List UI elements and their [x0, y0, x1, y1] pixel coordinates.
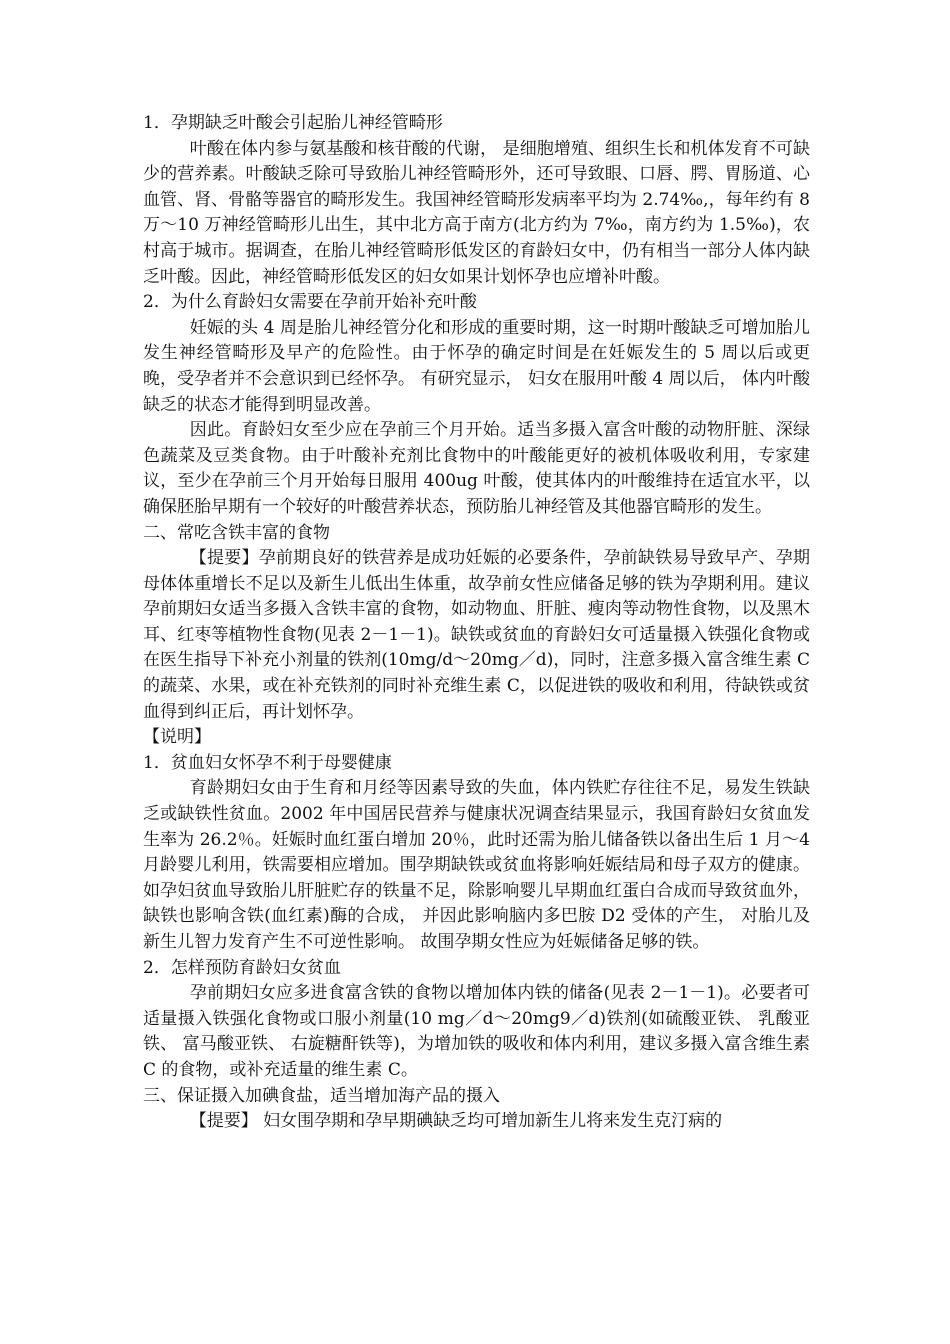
heading-2-why-preconception: 2．为什么育龄妇女需要在孕前开始补充叶酸	[143, 292, 477, 313]
heading-section-two-iron: 二、常吃含铁丰富的食物	[143, 522, 330, 543]
para-iodine-summary: 【提要】 妇女围孕期和孕早期碘缺乏均可增加新生儿将来发生克汀病的	[189, 1111, 723, 1132]
para-folic-metabolism: 叶酸在体内参与氨基酸和核苷酸的代谢， 是细胞增殖、组织生长和机体发育不可缺少的营养素。叶酸缺乏除可导致胎儿神经管畸形外，还可导致眼、口唇、腭、胃肠道、心血管、肾、骨骼等器官的畸形发生。我国神经管畸形发病率平均为 2.74‰,，每年约有 8 万～10 万神经管畸形儿出生，其中北方高于南方(北方约为 7‰，南方约为 1.5‰)，农村高于城市。据调查，在胎儿神经管畸形低发区的育龄妇女中，仍有相当一部分人体内缺乏叶酸。因此，神经管畸形低发区的妇女如果计划怀孕也应增补叶酸。	[143, 138, 810, 287]
heading-1-folic-deficiency: 1．孕期缺乏叶酸会引起胎儿神经管畸形	[143, 113, 443, 133]
heading-section-three-iodine: 三、保证摄入加碘食盐，适当增加海产品的摄入	[143, 1085, 500, 1106]
para-three-months-before: 因此。育龄妇女至少应在孕前三个月开始。适当多摄入富含叶酸的动物肝脏、深绿色蔬菜及豆类食物。由于叶酸补充剂比食物中的叶酸能更好的被机体吸收利用，专家建议，至少在孕前三个月开始每日服用 400ug 叶酸，使其体内的叶酸维持在适宜水平，以确保胚胎早期有一个较好的叶酸营养状态，预防胎儿神经管及其他器官畸形的发生。	[143, 420, 810, 517]
para-first-4-weeks: 妊娠的头 4 周是胎儿神经管分化和形成的重要时期，这一时期叶酸缺乏可增加胎儿发生神经管畸形及早产的危险性。由于怀孕的确定时间是在妊娠发生的 5 周以后或更晚，受孕者并不会意识到已经怀孕。 有研究显示， 妇女在服用叶酸 4 周以后， 体内叶酸缺乏的状态才能得到明显改善。	[143, 317, 810, 415]
document-page	[143, 111, 810, 1135]
para-iron-summary: 【提要】孕前期良好的铁营养是成功妊娠的必要条件，孕前缺铁易导致早产、孕期母体体重增长不足以及新生儿低出生体重，故孕前女性应储备足够的铁为孕期利用。建议孕前期妇女适当多摄入含铁丰富的食物，如动物血、肝脏、瘦肉等动物性食物，以及黑木耳、红枣等植物性食物(见表 2－1－1)。缺铁或贫血的育龄妇女可适量摄入铁强化食物或在医生指导下补充小剂量的铁剂(10mg/d～20mg／d)，同时，注意多摄入富含维生素 C 的蔬菜、水果，或在补充铁剂的同时补充维生素 C，以促进铁的吸收和利用，待缺铁或贫血得到纠正后，再计划怀孕。	[143, 548, 810, 722]
para-anemia-details: 育龄期妇女由于生育和月经等因素导致的失血，体内铁贮存往往不足，易发生铁缺乏或缺铁性贫血。2002 年中国居民营养与健康状况调查结果显示，我国育龄妇女贫血发生率为 26.2％。妊娠时血红蛋白增加 20％，此时还需为胎儿储备铁以备出生后 1 月～4 月龄婴儿利用，铁需要相应增加。围孕期缺铁或贫血将影响妊娠结局和母子双方的健康。如孕妇贫血导致胎儿肝脏贮存的铁量不足，除影响婴儿早期血红蛋白合成而导致贫血外，缺铁也影响含铁(血红素)酶的合成， 并因此影响脑内多巴胺 D2 受体的产生， 对胎儿及新生儿智力发育产生不可逆性影响。 故围孕期女性应为妊娠储备足够的铁。	[143, 778, 810, 952]
heading-explanation: 【说明】	[143, 727, 211, 748]
para-prevent-anemia: 孕前期妇女应多进食富含铁的食物以增加体内铁的储备(见表 2－1－1)。必要者可适量摄入铁强化食物或口服小剂量(10 mg／d～20mg9／d)铁剂(如硫酸亚铁、 乳酸亚铁、 富马酸亚铁、 右旋糖酐铁等)，为增加铁的吸收和体内利用，建议多摄入富含维生素 C 的食物，或补充适量的维生素 C。	[143, 983, 810, 1080]
heading-2-prevent-anemia: 2．怎样预防育龄妇女贫血	[143, 957, 341, 978]
heading-1-anemia-pregnancy: 1．贫血妇女怀孕不利于母婴健康	[143, 752, 392, 773]
